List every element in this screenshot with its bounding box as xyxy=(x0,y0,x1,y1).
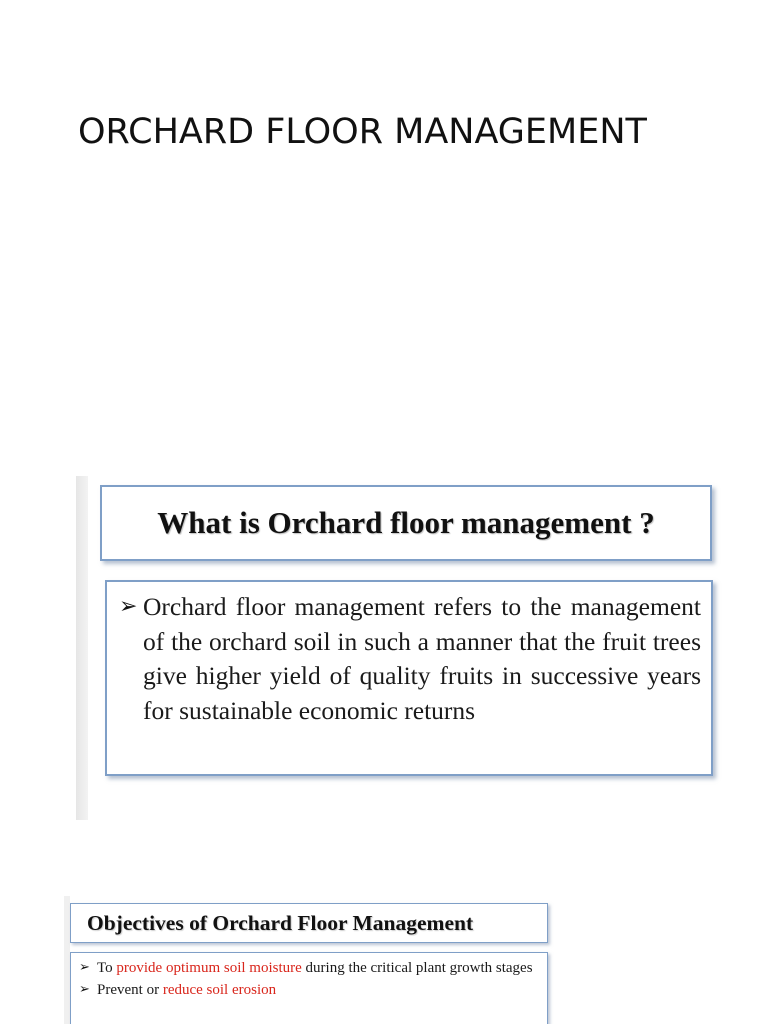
arrow-bullet-icon: ➢ xyxy=(79,960,90,975)
slide-image-definition xyxy=(76,476,720,820)
slide-left-bar xyxy=(76,476,88,820)
objective-text-post: during the critical plant growth stages xyxy=(301,960,533,976)
objective-text xyxy=(97,979,276,1001)
arrow-bullet-icon: ➢ xyxy=(119,594,138,619)
objective-text xyxy=(97,957,533,979)
definition-box xyxy=(105,580,713,776)
page-title: ORCHARD FLOOR MANAGEMENT xyxy=(78,112,647,152)
definition-heading-box xyxy=(100,485,712,561)
objectives-heading: Objectives of Orchard Floor Management xyxy=(87,910,474,935)
objective-text-pre: To xyxy=(97,960,117,976)
definition-heading: What is Orchard floor management ? xyxy=(157,505,655,540)
list-item xyxy=(79,957,539,979)
arrow-bullet-icon: ➢ xyxy=(79,982,90,997)
objective-highlight: provide optimum soil moisture xyxy=(116,960,302,976)
objectives-list xyxy=(70,952,548,1024)
objective-text-pre: Prevent or xyxy=(97,982,163,998)
objectives-heading-box xyxy=(70,903,548,943)
list-item xyxy=(79,979,539,1001)
objective-highlight: reduce soil erosion xyxy=(162,982,277,998)
definition-text: Orchard floor management refers to the management of the orchard soil in such a manner that the fruit trees give higher yield of quality fruits in successive years for sustainable economic returns xyxy=(143,592,701,725)
slide-image-objectives xyxy=(64,896,554,1024)
definition-item xyxy=(119,590,701,728)
